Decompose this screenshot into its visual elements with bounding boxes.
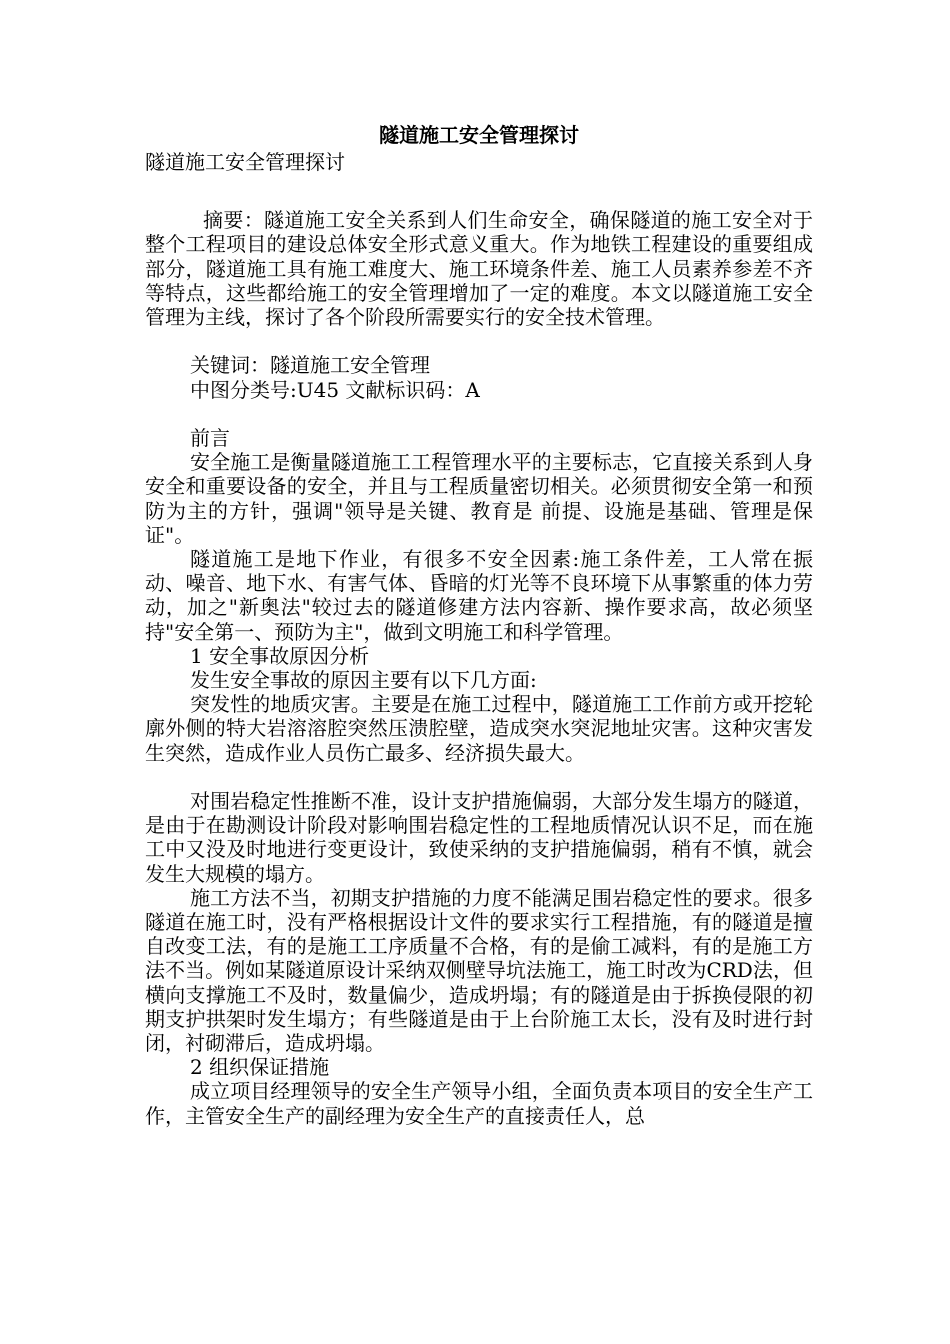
body-paragraph: 发生安全事故的原因主要有以下几方面: xyxy=(190,668,537,693)
section-heading: 1 安全事故原因分析 xyxy=(190,643,370,668)
blank-line xyxy=(145,402,813,426)
body-paragraph: 突发性的地质灾害。主要是在施工过程中，隧道施工工作前方或开挖轮廓外侧的特大岩溶溶腔突然压溃腔壁，造成突水突泥地址灾害。这种灾害发生突然，造成作业人员伤亡最多、经济损失最大。 xyxy=(145,692,813,765)
document-subtitle: 隧道施工安全管理探讨 xyxy=(145,150,345,174)
body-paragraph: 施工方法不当，初期支护措施的力度不能满足围岩稳定性的要求。很多隧道在施工时，没有严格根据设计文件的要求实行工程措施，有的隧道是擅自改变工法，有的是施工工序质量不合格，有的是偷工减料，有的是施工方法不当。例如某隧道原设计采纳双侧壁导坑法施工，施工时改为CRD法，但横向支撑施工不及时，数量偏少，造成坍塌；有的隧道是由于拆换侵限的初期支护拱架时发生塌方；有些隧道是由于上台阶施工太长，没有及时进行封闭，衬砌滞后，造成坍塌。 xyxy=(145,885,813,1056)
body-paragraph: 安全施工是衡量隧道施工工程管理水平的主要标志，它直接关系到人身安全和重要设备的安全，并且与工程质量密切相关。必须贯彻安全第一和预防为主的方针，强调"领导是关键、教育是 前提、设施是基础、管理是保证"。 xyxy=(145,450,813,547)
document-title: 隧道施工安全管理探讨 xyxy=(379,123,579,147)
body-paragraph: 对围岩稳定性推断不准，设计支护措施偏弱，大部分发生塌方的隧道，是由于在勘测设计阶段对影响围岩稳定性的工程地质情况认识不足，而在施工中又没及时地进行变更设计，致使采纳的支护措施偏弱，稍有不慎，就会发生大规模的塌方。 xyxy=(145,789,813,886)
blank-line xyxy=(145,174,813,208)
keywords-line: 关键词：隧道施工安全管理 xyxy=(190,353,430,378)
body-paragraph: 隧道施工是地下作业，有很多不安全因素:施工条件差，工人常在振动、噪音、地下水、有害气体、昏暗的灯光等不良环境下从事繁重的体力劳动，加之"新奥法"较过去的隧道修建方法内容新、操作要求高，故必须坚持"安全第一、预防为主"，做到文明施工和科学管理。 xyxy=(145,547,813,644)
document-page xyxy=(145,120,813,1128)
classification-line: 中图分类号:U45 文献标识码：A xyxy=(190,377,480,402)
body-paragraph: 成立项目经理领导的安全生产领导小组，全面负责本项目的安全生产工作，主管安全生产的副经理为安全生产的直接责任人，总 xyxy=(145,1079,813,1128)
section-heading: 2 组织保证措施 xyxy=(190,1055,330,1080)
abstract-paragraph: 摘要：隧道施工安全关系到人们生命安全，确保隧道的施工安全对于整个工程项目的建设总体安全形式意义重大。作为地铁工程建设的重要组成部分，隧道施工具有施工难度大、施工环境条件差、施工人员素养参差不齐等特点，这些都给施工的安全管理增加了一定的难度。本文以隧道施工安全管理为主线，探讨了各个阶段所需要实行的安全技术管理。 xyxy=(145,208,813,330)
blank-line xyxy=(145,765,813,789)
foreword-heading: 前言 xyxy=(190,426,230,450)
blank-line xyxy=(145,329,813,353)
